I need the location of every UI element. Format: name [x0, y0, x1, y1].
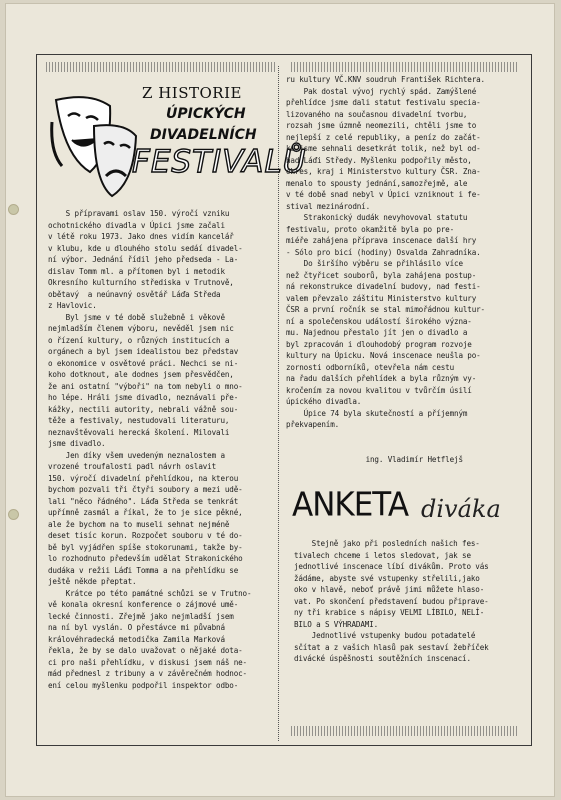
right-column-text: ru kultury VČ.KNV soudruh František Richtera. Pak dostal vývoj rychlý spád. Zamýšlené přehlídce jsme dali statut festivalu specia- lizovaného na současnou divadelní tvorbu, rozsah jsme úzmně neomezili, chtěli jsme to nejlepší z celé republiky, a peníz do začát- ku jsme sehnali desetkrát tolik, než byl od- had Láďi Středy. Myšlenku podpořily město, okres, kraj i Ministerstvo kultury ČSR. Zna- menalo to spousty jednání,samozřejmě, ale v té době snad nebyl v Úpici vzniknout i fe- stival mezinárodní. Strakonický dudák nevyhovoval statutu festivalu, proto okamžitě byla po pre- miéře zahájena příprava inscenace další hry - Sólo pro bicí (hodiny) Osvalda Zahradníka. Do širšího výběru se přihlásilo více než čtyřicet souborů, byla zahájena postup- ná rekonstrukce divadelní budovy, nad festi- valem převzalo záštitu Ministerstvo kultury ČSR a první ročník se stal mimořádnou kultur- ní a společenskou událostí širokého význa- mu. Najednou přestalo jít jen o divadlo a byl zpracován i dlouhodobý program rozvoje kultury na Úpicku. Nová inscenace neušla po- zornosti odborníků, otevřela nám cestu na řadu dalších přehlídek a byla různým vy- kročením za novou kvalitou v tvůrčím úsilí úpického divadla. Úpice 74 byla skutečností a příjemným překvapením. ing. Vladimír Hetflejš: [286, 75, 485, 464]
anketa-subtitle: diváka: [421, 495, 501, 523]
logo-line-1: Z HISTORIE: [142, 84, 242, 102]
logo-line-3: DIVADELNÍCH: [150, 127, 257, 143]
anketa-body: Stejně jako při posledních našich fes- tivalech chceme i letos sledovat, jak se jednotlivé inscenace líbí divákům. Proto vás žádáme, abyste své vstupenky střelili,jako oko v hlavě, neboť právě jimi můžete hlaso- vat. Po skončení představení budou připrave- ny tři krabice s nápisy VELMI LÍBILO, NELÍ- BILO a S VÝHRADAMI. Jednotlivé vstupenky budou potadatelé sčítat a z vašich hlasů pak sestaví žebříček divácké úspěšnosti soutěžních inscenací.: [294, 539, 489, 663]
festival-logo: [50, 82, 307, 204]
left-column-text: S přípravami oslav 150. výročí vzniku ochotnického divadla v Úpici jsme začali v létě roku 1973. Jako dnes vidím kancelář v klubu, kde u dlouhého stolu sedáí divadel- ní výbor. Jednání řídil jeho předseda - La- dislav Tomm ml. a přítomen byl i metodik Okresního kulturního střediska v Trutnově, obětavý a neúnavný osvětář Láďa Středa z Havlovic. Byl jsme v té době služebně i věkově nejmladším členem výboru, nevěděl jsem nic o řízení kultury, o různých institucích a orgánech a byl jsem idealistou bez představ o ekonomice v osvětové práci. Nechci se ni- koho dotknout, ale dodnes jsem přesvědčen, že ani ostatní "výboři" na tom nebyli o mno- ho lépe. Hráli jsme divadlo, neznávali pře- kážky, nectili autority, nebrali vážně sou- těže a festivaly, nestudovali literaturu, neznavštěvovali herecká školení. Milovali jsme divadlo. Jen díky všem uvedeným neznalostem a vrozené troufalosti padl návrh oslavit 150. výročí divadelní přehlídkou, na kterou bychom pozvali tři čtyři soubory a mezi udě- lali "něco řádného". Láďa Středa se tenkrát upřímně zasmál a říkal, že to je sice pěkné, ale že bychom na to museli sehnat nejméně deset tisíc korun. Rozpočet souboru v té do- bě byl vyjádřen spíše stokorunami, takže by- lo rozhodnuto především udělat Strakonického dudáka v režii Láďi Tomma a na přehlídku se ještě někde přeptat. Krátce po této památné schůzi se v Trutno- vě konala okresní konference o zájmové umě- lecké činnosti. Zřejmě jako nejmladší jsem na ní byl vyslán. O přestávce mi půvabná královéhradecká metodička Zamila Marková řekla, že by se dalo uvažovat o nějaké dota- ci pro naši přehlídku, v diskusi jsem náš ne- mád přednesl z tribuny a v závěrečném hodnoc- ení celou myšlenku podpořil inspektor odbo-: [48, 209, 252, 690]
logo-line-4: FESTIVALŮ: [132, 144, 307, 180]
top-hatch-left: [46, 62, 276, 72]
anketa-title: ANKETA: [292, 486, 409, 524]
binder-hole: [8, 509, 19, 520]
top-hatch-right: [291, 62, 519, 72]
binder-hole: [8, 204, 19, 215]
theatre-masks-icon: [50, 92, 140, 202]
bottom-hatch-right: [291, 726, 519, 736]
logo-line-2: ÚPICKÝCH: [166, 106, 246, 122]
page-sheet: [6, 4, 554, 796]
